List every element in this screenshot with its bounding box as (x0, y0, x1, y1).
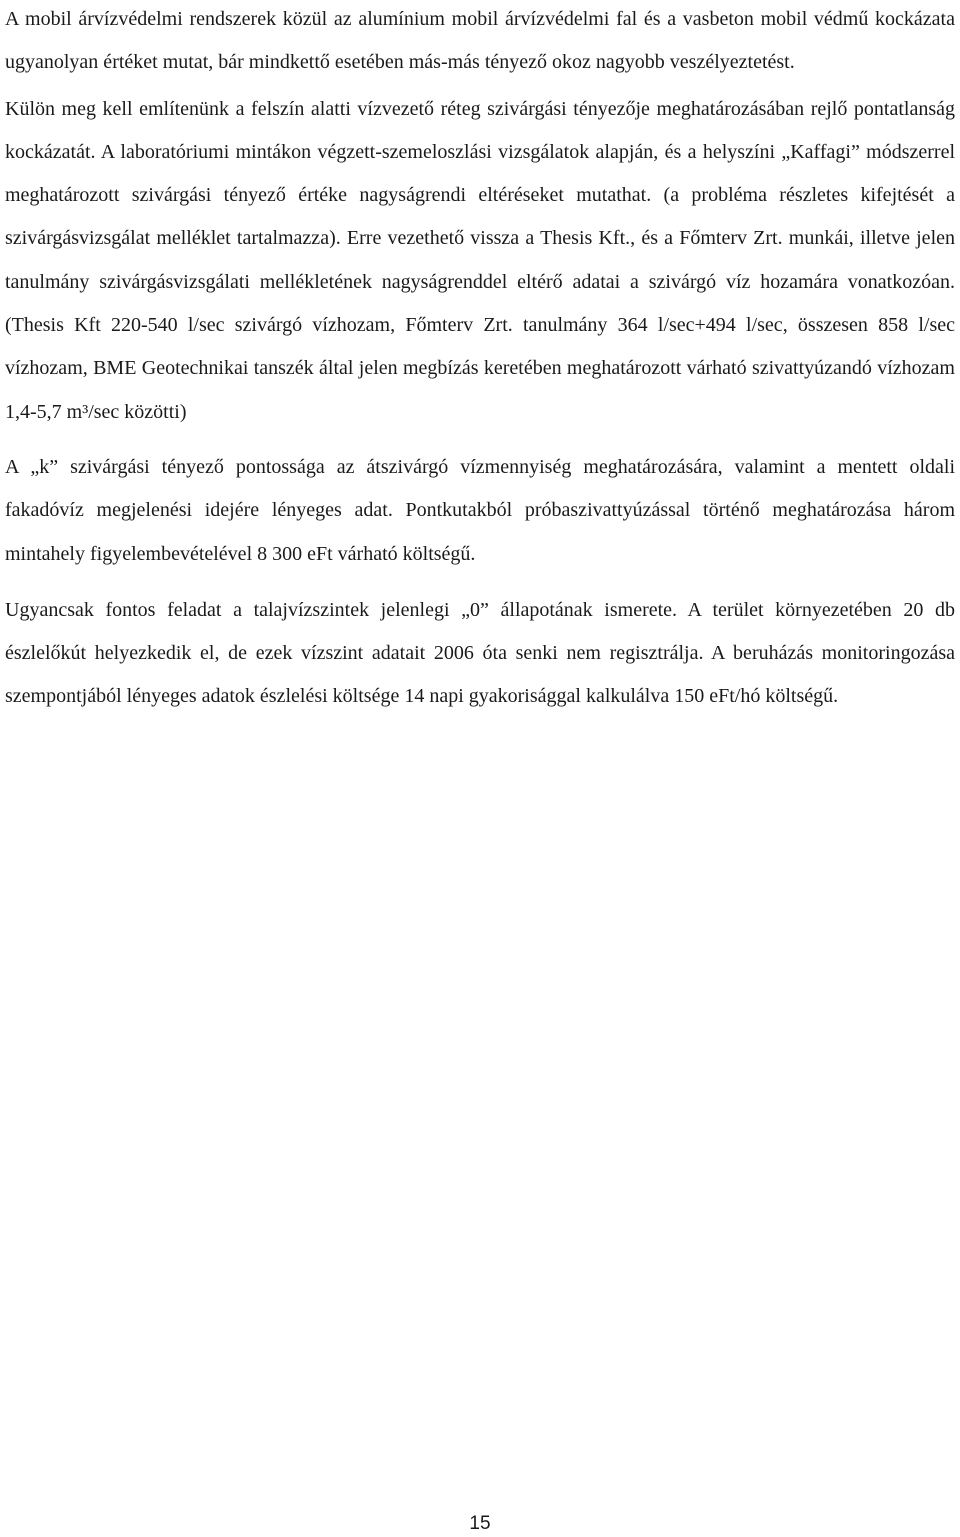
paragraph-mobile-flood-protection-risk: A mobil árvízvédelmi rendszerek közül az alumínium mobil árvízvédelmi fal és a vasbeton mobil védmű kockázata ugyanolyan értéket mutat, bár mindkettő esetében más-más tényező okoz nagyobb veszélyeztetést. (5, 8, 955, 74)
paragraph-seepage-coefficient-risk: Külön meg kell említenünk a felszín alatti vízvezető réteg szivárgási tényezője meghatározásában rejlő pontatlanság kockázatát. A laboratóriumi mintákon végzett-szemeloszlási vizsgálatok alapján, és a helyszíni „Kaffagi” módszerrel meghatározott szivárgási tényező értéke nagyságrendi eltéréseket mutathat. (a probléma részletes kifejtését a szivárgásvizsgálat melléklet tartalmazza). Erre vezethető vissza a Thesis Kft., és a Főmterv Zrt. munkái, illetve jelen tanulmány szivárgásvizsgálati mellékletének nagyságrenddel eltérő adatai a szivárgó víz hozamára vonatkozóan. (Thesis Kft 220-540 l/sec szivárgó vízhozam, Főmterv Zrt. tanulmány 364 l/sec+494 l/sec, összesen 858 l/sec vízhozam, BME Geotechnikai tanszék által jelen megbízás keretében meghatározott várható szivattyúzandó vízhozam 1,4-5,7 m³/sec közötti) (5, 97, 955, 423)
document-page (5, 0, 955, 719)
paragraph-groundwater-levels: Ugyancsak fontos feladat a talajvízszintek jelenlegi „0” állapotának ismerete. A terület környezetében 20 db észlelőkút helyezkedik el, de ezek vízszint adatait 2006 óta senki nem regisztrálja. A beruházás monitoringozása szempontjából lényeges adatok észlelési költsége 14 napi gyakorisággal kalkulálva 150 eFt/hó költségű. (5, 598, 955, 708)
page-number: 15 (469, 1513, 491, 1534)
paragraph-k-coefficient-accuracy: A „k” szivárgási tényező pontossága az átszivárgó vízmennyiség meghatározására, valamint a mentett oldali fakadóvíz megjelenési idejére lényeges adat. Pontkutakból próbaszivattyúzással történő meghatározása három mintahely figyelembevételével 8 300 eFt várható költségű. (5, 455, 955, 565)
